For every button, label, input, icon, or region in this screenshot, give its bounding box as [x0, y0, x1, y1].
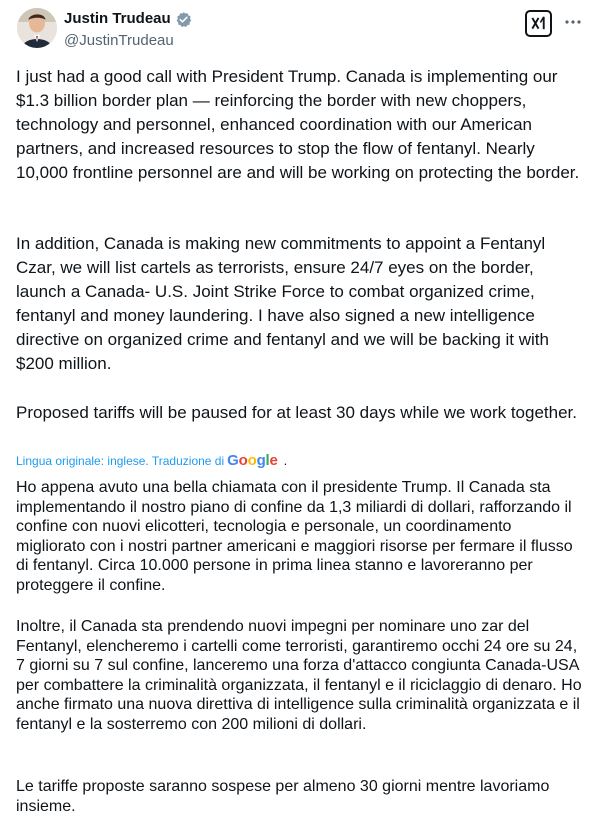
translated-paragraph-2 — [16, 617, 582, 735]
tweet-paragraph-text: Proposed tariffs will be paused for at least 30 days while we work together. — [16, 403, 577, 422]
tweet-paragraph-text: In addition, Canada is making new commitments to appoint a Fentanyl Czar, we will list cartels as terrorists, ensure 24/7 eyes on the border, launch a Canada- U.S. Joint Strike Force to combat organized crime, fentanyl and money laundering. I have also signed a new intelligence directive on organized crime and fentanyl and we will be backing it with $200 million. — [16, 234, 549, 373]
translated-paragraph-text: Le tariffe proposte saranno sospese per almeno 30 giorni mentre lavoriamo insieme. — [16, 778, 550, 815]
grok-xai-icon[interactable] — [525, 10, 552, 37]
verified-badge-icon[interactable] — [175, 11, 192, 28]
author-handle[interactable]: @JustinTrudeau — [64, 32, 174, 49]
tweet-paragraph-1 — [16, 65, 582, 185]
author-name-row[interactable] — [64, 10, 192, 28]
translated-paragraph-text: Ho appena avuto una bella chiamata con il presidente Trump. Il Canada sta implementando il nostro piano di confine da 1,3 miliardi di dollari, rafforzando il confine con nuovi elicotteri, tecnologia e personale, un coordinamento migliorato con i nostri partner americani e maggiori risorse per fermare il flusso di fentanyl. Circa 10.000 persone in prima linea stanno e lavoreranno per proteggere il confine. — [16, 479, 573, 594]
tweet-paragraph-2 — [16, 232, 582, 376]
translated-paragraph-text: Inoltre, il Canada sta prendendo nuovi impegni per nominare uno zar del Fentanyl, elencheremo i cartelli come terroristi, garantiremo occhi 24 ore su 24, 7 giorni su 7 sul confine, lanceremo una forza d'attacco congiunta Canada-USA per combattere la criminalità organizzata, il fentanyl e il riciclaggio di denaro. Ho anche firmato una nuova direttiva di intelligence sulla criminalità organizzata e il fentanyl e la sosterremo con 200 milioni di dollari. — [16, 618, 582, 733]
avatar[interactable] — [17, 8, 57, 48]
avatar-image — [17, 8, 57, 48]
google-logo: Google — [227, 452, 278, 469]
translation-note[interactable] — [16, 452, 287, 470]
translated-paragraph-3 — [16, 777, 582, 816]
translation-period: . — [283, 453, 288, 468]
translated-paragraph-1 — [16, 478, 582, 596]
tweet-paragraph-text: I just had a good call with President Trump. Canada is implementing our $1.3 billion border plan — reinforcing the border with new choppers, technology and personnel, enhanced coordination with our American partners, and increased resources to stop the flow of fentanyl. Nearly 10,000 frontline personnel are and will be working on protecting the border. — [16, 67, 580, 182]
translation-note-text[interactable]: Lingua originale: inglese. Traduzione di — [16, 454, 225, 468]
author-display-name[interactable]: Justin Trudeau — [64, 10, 171, 27]
more-options-icon[interactable] — [564, 12, 582, 32]
tweet-paragraph-3 — [16, 401, 582, 425]
